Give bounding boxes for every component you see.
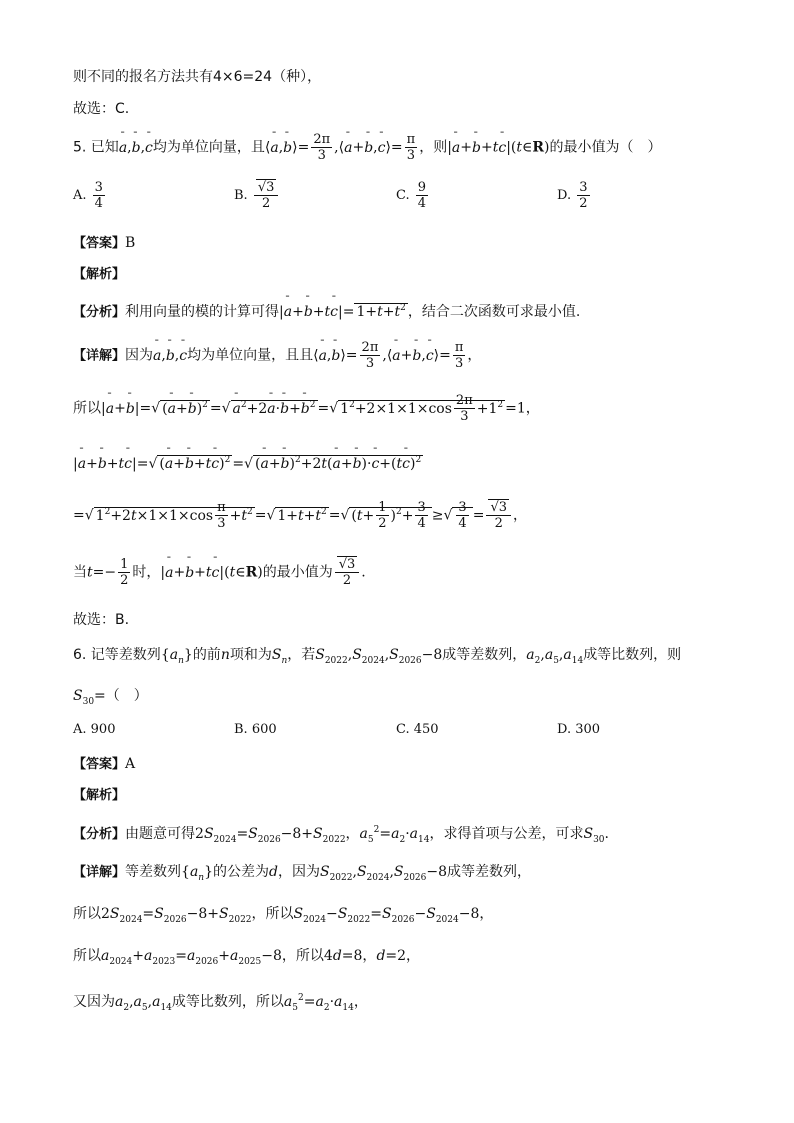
line-text: 故选：C.: [73, 101, 130, 117]
text-line: [73, 99, 129, 119]
answer-line: 【答案】B: [73, 235, 136, 251]
analysis-heading: 【解析】: [73, 788, 126, 803]
derivation-line-6: 又因为$a_2,a_5,a_{14}$成等比数列，所以$a_5^2=a_2\cdot a_{14}$，: [73, 993, 368, 1013]
xiangjie-line: 【详解】等差数列$\{a_n\}$的公差为d，因为$S_{2022},S_{2024},S_{2026}-8$成等差数列，: [73, 864, 532, 883]
option-a: A. $\frac{3}{4}$: [73, 180, 103, 211]
derivation-line-4: 所以$2S_{2024}=S_{2026}-8+S_{2022}$，所以$S_{2024}-S_{2022}=S_{2026}-S_{2024}-8$，: [73, 906, 494, 925]
derivation-line-3: =√ $1^2+2t\times 1\times 1\times\cos$ $\frac{\pi}{3}$ $+t^2$ =√ $1+t+t^2$ =√ (t+ $\frac{1}{2}$ )$^2$+ $\frac{3}{4}$ ≥√ $\frac{3}{4}$ = $\frac{√3}{2}$ ，: [73, 500, 527, 531]
question-6: 6. 记等差数列$\{a_n\}$的前n项和为$S_n$，若$S_{2022},S_{2024},S_{2026}-8$成等差数列，$a_2,a_5,a_{14}$成等比数列，则: [73, 647, 682, 666]
fenxi-line: 【分析】由题意可得$2S_{2024}=S_{2026}-8+S_{2022}$，$a_5^2=a_2\cdot a_{14}$，求得首项与公差，可求$S_{30}$.: [73, 825, 609, 845]
option-b: B. $\frac{√3}{2}$: [234, 180, 280, 211]
derivation-line-5: 所以$a_{2024}+a_{2023}=a_{2026}+a_{2025}-8$，所以4d=8，d=2，: [73, 948, 421, 967]
question-6-cont: $S_{30}=$（ ）: [73, 688, 148, 707]
option-d: D. 300: [557, 722, 601, 737]
answer-line: 【答案】A: [73, 756, 136, 772]
option-c: C. $\frac{9}{4}$: [396, 180, 427, 211]
derivation-line-1: 所以|ˉ a+ˉ b|=√ (ˉ a+ˉ b)$^2$ =√ˉ $a^2+2ˉ$ a·ˉ b+ˉ $b^2$ =√ $1^2+2\times 1\times 1\times\cos$ $\frac{2\pi}{3}$ $+1^2 =1$，: [73, 393, 540, 424]
option-a: A. 900: [73, 722, 116, 737]
fenxi-line: 【分析】利用向量的模的计算可得|ˉ a+ˉ b+tˉ $c|= 1+t+t^2$ ，结合二次函数可求最小值.: [73, 298, 580, 323]
conclusion-line: 当t=− $\frac{1}{2}$ 时，|ˉ a+ˉ b+tˉ c|(t∈R)的最小值为 $\frac{√3}{2}$ .: [73, 557, 366, 588]
select-line: 故选：B.: [73, 612, 130, 628]
line-text: 则不同的报名方法共有4×6=24（种），: [73, 69, 322, 85]
text-line: [73, 67, 321, 87]
xiangjie-line: 【详解】因为ˉ a,ˉ b,ˉ c均为单位向量，且且⟨ˉ a,ˉ b⟩= $\frac{2\pi}{3}$ ,⟨ˉ a+ˉ b,ˉ c⟩= $\frac{\pi}{3}$ ，: [73, 340, 481, 371]
derivation-line-2: |ˉ a+ˉ b+tˉ c|=√ (ˉ a+ˉ b+tˉ c)$^2$ =√ (ˉ a+ˉ b)$^2$+2t(ˉ a+ˉ b)·ˉ c+(tˉ c)$^2$: [73, 450, 423, 474]
option-b: B. 600: [234, 722, 277, 737]
question-5: 5. 已知ˉ a,ˉ b,ˉ c均为单位向量，且⟨ˉ a,ˉ b⟩= $\frac{2\pi}{3}$ ,⟨ˉ a+ˉ b,ˉ c⟩= $\frac{\pi}{3}$ ，则|ˉ a+ˉ b+tˉ c|(t∈R)的最小值为（ ）: [73, 132, 662, 163]
option-c: C. 450: [396, 722, 439, 737]
option-d: D. $\frac{3}{2}$: [557, 180, 588, 211]
analysis-heading: 【解析】: [73, 267, 126, 282]
